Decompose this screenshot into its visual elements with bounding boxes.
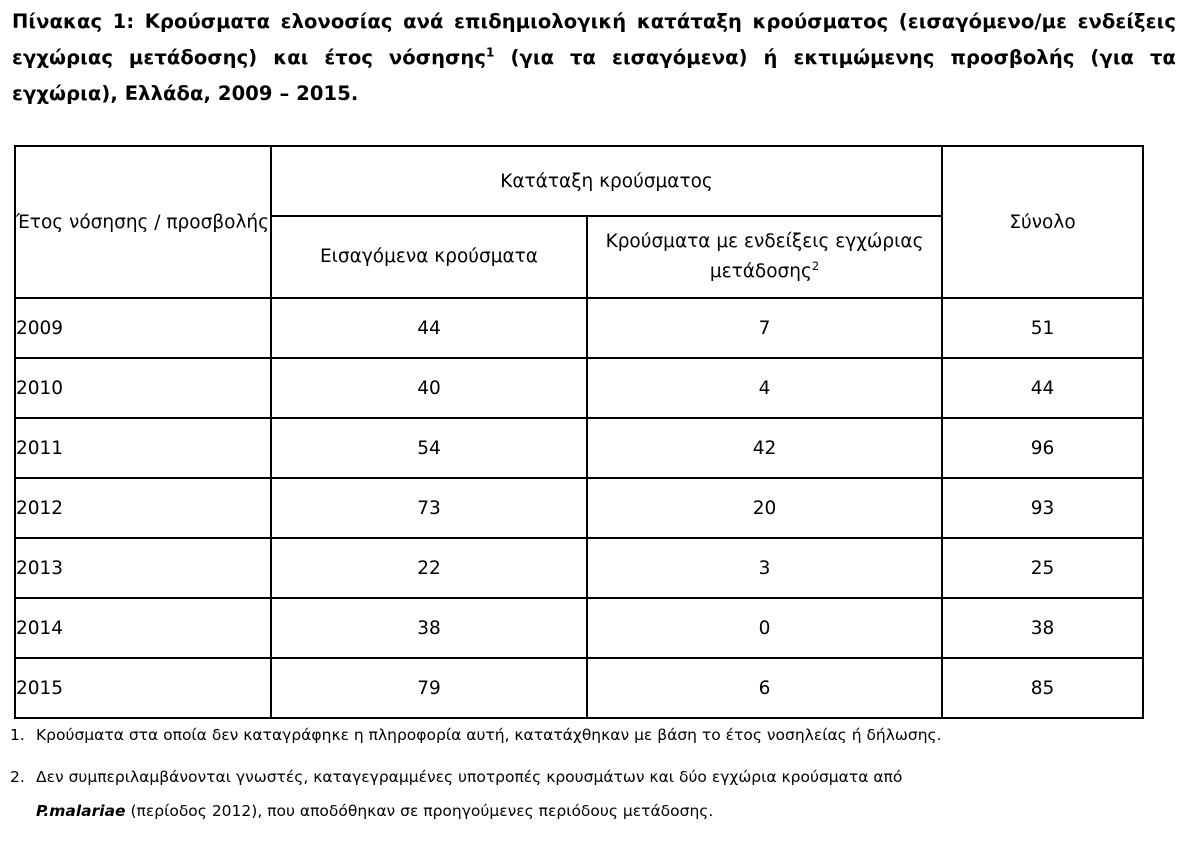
cell-local: 20 — [587, 478, 942, 538]
table-row — [15, 658, 1143, 718]
cell-total: 51 — [942, 298, 1143, 358]
footnote-2-text-after: (περίοδος 2012), που αποδόθηκαν σε προηγούμενες περιόδους μετάδοσης. — [125, 802, 714, 820]
cell-local: 6 — [587, 658, 942, 718]
table-row — [15, 598, 1143, 658]
footnote-1-text: Κρούσματα στα οποία δεν καταγράφηκε η πληροφορία αυτή, κατατάχθηκαν με βάση το έτος νοσηλείας ή δήλωσης. — [36, 726, 942, 744]
cell-total: 93 — [942, 478, 1143, 538]
table-caption — [12, 4, 1176, 112]
cell-year: 2012 — [15, 478, 271, 538]
cell-year: 2014 — [15, 598, 271, 658]
cell-imported: 44 — [271, 298, 587, 358]
cell-total: 44 — [942, 358, 1143, 418]
cell-total: 96 — [942, 418, 1143, 478]
column-header-imported-cases: Εισαγόμενα κρούσματα — [271, 216, 587, 298]
table-container — [14, 145, 1142, 719]
column-header-total: Σύνολο — [942, 146, 1143, 298]
cell-local: 42 — [587, 418, 942, 478]
cell-imported: 40 — [271, 358, 587, 418]
caption-footnote-ref-1: 1 — [486, 45, 495, 60]
column-header-local-transmission-cases — [587, 216, 942, 298]
table-row — [15, 538, 1143, 598]
cell-local: 7 — [587, 298, 942, 358]
table-row — [15, 298, 1143, 358]
cell-imported: 38 — [271, 598, 587, 658]
table-body — [15, 298, 1143, 718]
footnote-2-species-name: P.malariae — [36, 802, 126, 820]
footnote-2 — [10, 760, 1170, 828]
cell-year: 2015 — [15, 658, 271, 718]
cell-total: 85 — [942, 658, 1143, 718]
cell-local: 4 — [587, 358, 942, 418]
column-header-local-transmission-label: Κρούσματα με ενδείξεις εγχώριας μετάδοσης — [605, 231, 924, 282]
column-header-year: Έτος νόσησης / προσβολής — [15, 146, 271, 298]
column-header-footnote-ref-2: 2 — [811, 258, 820, 273]
table-header-row-1 — [15, 146, 1143, 216]
footnote-1 — [10, 718, 1170, 752]
cell-total: 38 — [942, 598, 1143, 658]
footnote-2-text — [36, 760, 1170, 828]
footnotes — [10, 718, 1170, 836]
table-row — [15, 418, 1143, 478]
table-row — [15, 358, 1143, 418]
cell-year: 2011 — [15, 418, 271, 478]
footnote-2-text-before: Δεν συμπεριλαμβάνονται γνωστές, καταγεγραμμένες υποτροπές κρουσμάτων και δύο εγχώρια κρούσματα από — [36, 768, 903, 786]
cell-year: 2013 — [15, 538, 271, 598]
cell-local: 3 — [587, 538, 942, 598]
cell-year: 2009 — [15, 298, 271, 358]
caption-part-1: Πίνακας 1: Κρούσματα ελονοσίας ανά επιδημιολογική κατάταξη κρούσματος (εισαγόμενο/με ενδείξεις εγχώριας μετάδοσης) και έτος νόσησης — [12, 10, 1176, 69]
cell-imported: 54 — [271, 418, 587, 478]
cell-year: 2010 — [15, 358, 271, 418]
cell-imported: 22 — [271, 538, 587, 598]
cell-total: 25 — [942, 538, 1143, 598]
footnote-2-marker: 2. — [10, 768, 25, 786]
table-row — [15, 478, 1143, 538]
caption-part-2: (για τα εισαγόμενα) ή εκτιμώμενης προσβολής (για τα εγχώρια), Ελλάδα, 2009 – 2015. — [12, 46, 1177, 105]
table-header — [15, 146, 1143, 298]
column-header-case-classification: Κατάταξη κρούσματος — [271, 146, 942, 216]
cell-imported: 79 — [271, 658, 587, 718]
cell-imported: 73 — [271, 478, 587, 538]
footnote-1-marker: 1. — [10, 726, 25, 744]
malaria-cases-table — [14, 145, 1144, 719]
cell-local: 0 — [587, 598, 942, 658]
